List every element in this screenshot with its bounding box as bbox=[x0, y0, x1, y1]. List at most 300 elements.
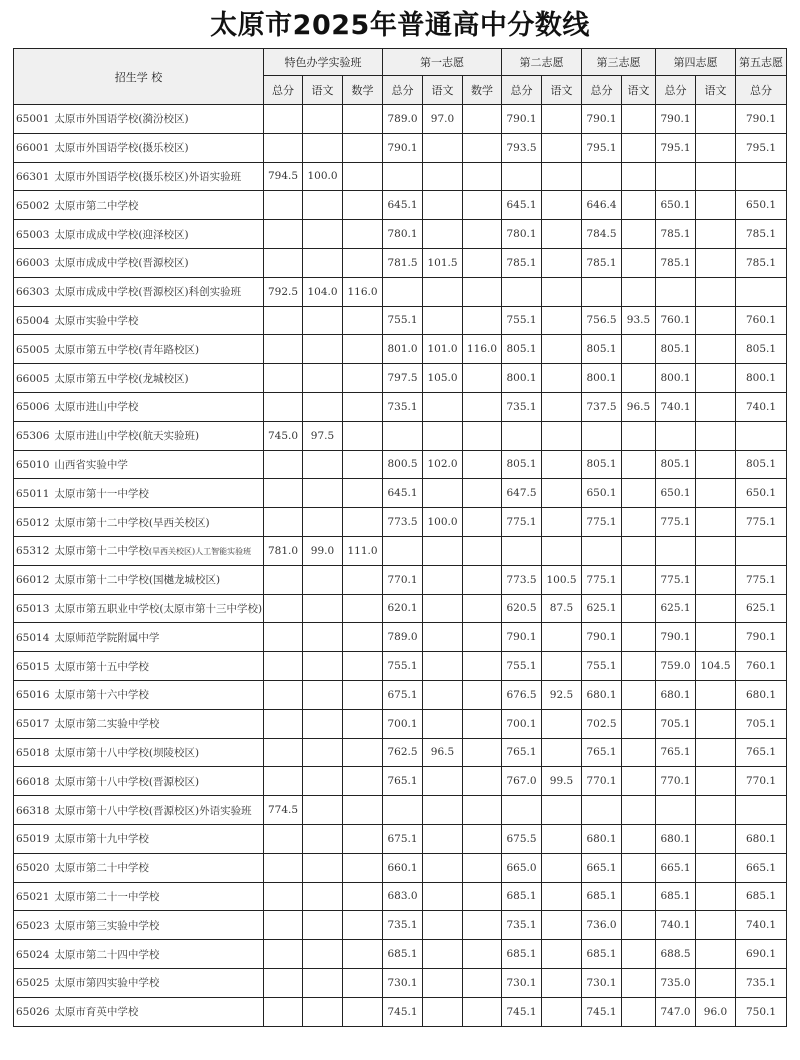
score-cell: 99.0 bbox=[303, 536, 343, 565]
school-name: 太原市实验中学校 bbox=[54, 314, 139, 327]
score-cell bbox=[696, 968, 736, 997]
score-cell bbox=[463, 105, 502, 134]
score-cell: 785.1 bbox=[502, 248, 542, 277]
score-cell bbox=[736, 536, 787, 565]
score-cell: 800.1 bbox=[502, 364, 542, 393]
table-row bbox=[14, 277, 787, 306]
score-cell: 735.1 bbox=[383, 392, 423, 421]
school-code: 66018 bbox=[16, 775, 50, 788]
score-cell bbox=[383, 796, 423, 825]
score-cell bbox=[542, 968, 582, 997]
score-cell: 665.1 bbox=[656, 853, 696, 882]
school-name: 太原市第五中学校(龙城校区) bbox=[54, 372, 189, 385]
table-row bbox=[14, 162, 787, 191]
score-cell: 740.1 bbox=[656, 911, 696, 940]
score-cell: 775.1 bbox=[736, 508, 787, 537]
score-cell: 785.1 bbox=[582, 248, 622, 277]
school-code: 65026 bbox=[16, 1006, 50, 1019]
score-cell: 767.0 bbox=[502, 767, 542, 796]
score-cell: 800.5 bbox=[383, 450, 423, 479]
score-cell: 702.5 bbox=[582, 709, 622, 738]
score-cell: 665.1 bbox=[582, 853, 622, 882]
score-cell bbox=[303, 248, 343, 277]
score-cell bbox=[343, 824, 383, 853]
score-cell bbox=[542, 652, 582, 681]
score-cell bbox=[502, 277, 542, 306]
score-cell bbox=[622, 594, 656, 623]
score-cell: 760.1 bbox=[656, 306, 696, 335]
score-cell: 805.1 bbox=[502, 335, 542, 364]
score-cell: 735.1 bbox=[502, 392, 542, 421]
group-header-special: 特色办学实验班 bbox=[264, 49, 383, 76]
score-cell bbox=[423, 767, 463, 796]
score-cell bbox=[463, 940, 502, 969]
score-cell bbox=[622, 479, 656, 508]
score-cell bbox=[303, 191, 343, 220]
score-cell: 660.1 bbox=[383, 853, 423, 882]
score-cell bbox=[463, 450, 502, 479]
score-cell: 785.1 bbox=[656, 248, 696, 277]
score-cell bbox=[696, 796, 736, 825]
score-cell: 685.1 bbox=[383, 940, 423, 969]
score-cell bbox=[542, 191, 582, 220]
score-cell: 747.0 bbox=[656, 997, 696, 1026]
school-name: 太原市外国语学校(摄乐校区) bbox=[54, 142, 189, 155]
school-code: 65004 bbox=[16, 314, 50, 327]
group-header-choice-5: 第五志愿 bbox=[736, 49, 787, 76]
score-cell: 790.1 bbox=[582, 623, 622, 652]
score-cell: 773.5 bbox=[383, 508, 423, 537]
school-code: 65006 bbox=[16, 401, 50, 414]
score-cell bbox=[383, 536, 423, 565]
score-cell bbox=[463, 680, 502, 709]
score-cell: 680.1 bbox=[656, 680, 696, 709]
score-cell: 680.1 bbox=[582, 824, 622, 853]
subcol-header: 语文 bbox=[542, 76, 582, 105]
table-row bbox=[14, 421, 787, 450]
school-name: 太原市第四实验中学校 bbox=[54, 977, 160, 990]
school-cell bbox=[14, 133, 264, 162]
score-cell: 740.1 bbox=[736, 392, 787, 421]
score-cell bbox=[264, 968, 303, 997]
score-cell: 676.5 bbox=[502, 680, 542, 709]
school-cell bbox=[14, 306, 264, 335]
score-cell bbox=[264, 652, 303, 681]
score-cell bbox=[463, 392, 502, 421]
score-cell: 647.5 bbox=[502, 479, 542, 508]
score-cell: 736.0 bbox=[582, 911, 622, 940]
score-cell bbox=[622, 105, 656, 134]
score-cell bbox=[463, 968, 502, 997]
score-cell bbox=[542, 997, 582, 1026]
score-cell bbox=[696, 911, 736, 940]
score-cell: 790.1 bbox=[656, 623, 696, 652]
score-cell: 770.1 bbox=[656, 767, 696, 796]
score-cell: 770.1 bbox=[736, 767, 787, 796]
score-cell bbox=[463, 421, 502, 450]
score-cell bbox=[303, 911, 343, 940]
score-cell bbox=[622, 335, 656, 364]
score-cell bbox=[696, 594, 736, 623]
subcol-header: 总分 bbox=[502, 76, 542, 105]
score-cell bbox=[343, 652, 383, 681]
score-cell: 790.1 bbox=[502, 105, 542, 134]
score-cell bbox=[264, 479, 303, 508]
score-cell: 800.1 bbox=[656, 364, 696, 393]
score-cell bbox=[542, 248, 582, 277]
score-cell bbox=[622, 162, 656, 191]
score-cell: 101.5 bbox=[423, 248, 463, 277]
school-column-header: 招生学 校 bbox=[14, 49, 264, 105]
score-cell: 773.5 bbox=[502, 565, 542, 594]
score-cell bbox=[542, 479, 582, 508]
score-cell: 797.5 bbox=[383, 364, 423, 393]
score-cell: 735.1 bbox=[502, 911, 542, 940]
score-cell: 805.1 bbox=[502, 450, 542, 479]
score-cell: 794.5 bbox=[264, 162, 303, 191]
school-name: 太原市第十六中学校 bbox=[54, 689, 149, 702]
score-cell bbox=[622, 738, 656, 767]
score-cell: 93.5 bbox=[622, 306, 656, 335]
score-cell bbox=[622, 277, 656, 306]
table-row bbox=[14, 853, 787, 882]
table-body bbox=[14, 105, 787, 1027]
score-cell: 650.1 bbox=[656, 479, 696, 508]
school-name: 太原市第十二中学校(国樾龙城校区) bbox=[54, 574, 221, 587]
score-cell bbox=[343, 796, 383, 825]
score-cell: 102.0 bbox=[423, 450, 463, 479]
score-cell bbox=[696, 940, 736, 969]
score-cell bbox=[502, 162, 542, 191]
school-code: 65002 bbox=[16, 199, 50, 212]
score-cell bbox=[303, 709, 343, 738]
score-cell: 650.1 bbox=[736, 479, 787, 508]
score-cell bbox=[343, 450, 383, 479]
subcol-header: 语文 bbox=[423, 76, 463, 105]
school-cell bbox=[14, 335, 264, 364]
score-cell: 111.0 bbox=[343, 536, 383, 565]
score-cell bbox=[542, 709, 582, 738]
score-cell: 765.1 bbox=[502, 738, 542, 767]
score-cell: 116.0 bbox=[343, 277, 383, 306]
school-name: 太原市第二十四中学校 bbox=[54, 948, 160, 961]
score-cell: 785.1 bbox=[736, 220, 787, 249]
score-cell bbox=[463, 997, 502, 1026]
score-cell: 760.1 bbox=[736, 652, 787, 681]
score-cell bbox=[264, 364, 303, 393]
score-cell: 735.0 bbox=[656, 968, 696, 997]
score-cell: 740.1 bbox=[736, 911, 787, 940]
score-cell bbox=[303, 853, 343, 882]
score-cell: 745.0 bbox=[264, 421, 303, 450]
school-cell bbox=[14, 968, 264, 997]
score-cell: 645.1 bbox=[383, 191, 423, 220]
score-cell bbox=[264, 738, 303, 767]
score-cell: 625.1 bbox=[736, 594, 787, 623]
school-code: 66001 bbox=[16, 142, 50, 155]
score-cell: 104.5 bbox=[696, 652, 736, 681]
score-cell bbox=[696, 392, 736, 421]
school-code: 66003 bbox=[16, 257, 50, 270]
score-cell bbox=[582, 277, 622, 306]
score-cell bbox=[542, 882, 582, 911]
score-cell: 685.1 bbox=[582, 882, 622, 911]
score-cell: 680.1 bbox=[656, 824, 696, 853]
school-name: 太原市第十一中学校 bbox=[54, 487, 149, 500]
score-table bbox=[13, 48, 787, 1027]
school-code: 65010 bbox=[16, 458, 50, 471]
score-cell bbox=[463, 824, 502, 853]
score-cell: 765.1 bbox=[383, 767, 423, 796]
score-cell: 675.1 bbox=[383, 680, 423, 709]
score-cell: 96.5 bbox=[423, 738, 463, 767]
table-row bbox=[14, 652, 787, 681]
school-cell bbox=[14, 220, 264, 249]
school-code: 66012 bbox=[16, 574, 50, 587]
table-row bbox=[14, 623, 787, 652]
score-cell: 685.1 bbox=[502, 940, 542, 969]
subcol-header: 语文 bbox=[303, 76, 343, 105]
score-cell bbox=[696, 105, 736, 134]
table-row bbox=[14, 680, 787, 709]
score-cell bbox=[622, 796, 656, 825]
table-row bbox=[14, 220, 787, 249]
score-cell bbox=[463, 623, 502, 652]
school-code: 65017 bbox=[16, 718, 50, 731]
school-code: 65015 bbox=[16, 660, 50, 673]
score-cell bbox=[303, 450, 343, 479]
score-cell: 680.1 bbox=[736, 824, 787, 853]
score-cell bbox=[542, 508, 582, 537]
score-cell bbox=[696, 824, 736, 853]
score-cell: 805.1 bbox=[736, 335, 787, 364]
score-cell bbox=[622, 450, 656, 479]
school-cell bbox=[14, 594, 264, 623]
table-row bbox=[14, 105, 787, 134]
page-title: 太原市2025年普通高中分数线 bbox=[210, 10, 590, 41]
score-cell bbox=[463, 536, 502, 565]
score-cell: 789.0 bbox=[383, 105, 423, 134]
score-cell bbox=[264, 392, 303, 421]
school-cell bbox=[14, 796, 264, 825]
table-row bbox=[14, 767, 787, 796]
score-cell: 96.0 bbox=[696, 997, 736, 1026]
score-cell bbox=[542, 277, 582, 306]
score-cell bbox=[264, 824, 303, 853]
school-cell bbox=[14, 277, 264, 306]
score-cell: 770.1 bbox=[582, 767, 622, 796]
score-cell bbox=[502, 421, 542, 450]
score-cell bbox=[264, 853, 303, 882]
table-row bbox=[14, 968, 787, 997]
score-cell: 645.1 bbox=[502, 191, 542, 220]
score-cell: 785.1 bbox=[736, 248, 787, 277]
score-cell bbox=[582, 162, 622, 191]
score-cell bbox=[343, 220, 383, 249]
score-cell bbox=[622, 623, 656, 652]
score-cell bbox=[264, 508, 303, 537]
subcol-header: 总分 bbox=[383, 76, 423, 105]
score-cell bbox=[423, 392, 463, 421]
score-cell: 775.1 bbox=[582, 508, 622, 537]
score-cell bbox=[622, 853, 656, 882]
score-cell bbox=[343, 767, 383, 796]
score-cell bbox=[622, 824, 656, 853]
score-cell bbox=[542, 940, 582, 969]
table-row bbox=[14, 594, 787, 623]
score-cell bbox=[423, 882, 463, 911]
score-cell bbox=[463, 882, 502, 911]
school-cell bbox=[14, 248, 264, 277]
score-cell bbox=[423, 421, 463, 450]
score-cell bbox=[423, 594, 463, 623]
school-cell bbox=[14, 105, 264, 134]
score-cell bbox=[542, 536, 582, 565]
score-cell bbox=[542, 105, 582, 134]
score-cell bbox=[264, 565, 303, 594]
score-cell bbox=[622, 940, 656, 969]
score-cell bbox=[423, 997, 463, 1026]
score-cell: 790.1 bbox=[502, 623, 542, 652]
score-cell bbox=[622, 248, 656, 277]
score-cell bbox=[696, 162, 736, 191]
score-cell: 92.5 bbox=[542, 680, 582, 709]
score-cell bbox=[696, 565, 736, 594]
school-code: 66318 bbox=[16, 804, 50, 817]
school-cell bbox=[14, 364, 264, 393]
score-cell bbox=[542, 911, 582, 940]
table-row bbox=[14, 392, 787, 421]
score-cell: 730.1 bbox=[582, 968, 622, 997]
score-cell: 700.1 bbox=[383, 709, 423, 738]
school-code: 65013 bbox=[16, 602, 50, 615]
score-cell bbox=[696, 680, 736, 709]
table-row bbox=[14, 335, 787, 364]
score-cell bbox=[463, 220, 502, 249]
score-cell bbox=[463, 796, 502, 825]
score-cell: 87.5 bbox=[542, 594, 582, 623]
score-cell bbox=[463, 738, 502, 767]
score-cell bbox=[696, 767, 736, 796]
school-name: 太原市第十九中学校 bbox=[54, 833, 149, 846]
score-cell: 101.0 bbox=[423, 335, 463, 364]
score-cell bbox=[343, 162, 383, 191]
school-cell bbox=[14, 680, 264, 709]
score-cell bbox=[463, 709, 502, 738]
score-cell bbox=[696, 853, 736, 882]
table-row bbox=[14, 911, 787, 940]
school-cell bbox=[14, 709, 264, 738]
subcol-header: 总分 bbox=[736, 76, 787, 105]
score-cell bbox=[343, 709, 383, 738]
score-cell bbox=[656, 421, 696, 450]
school-name: 太原市成成中学校(晋源校区) bbox=[54, 257, 189, 270]
score-cell bbox=[696, 364, 736, 393]
school-cell bbox=[14, 652, 264, 681]
score-cell bbox=[542, 162, 582, 191]
score-cell bbox=[303, 767, 343, 796]
score-cell bbox=[264, 882, 303, 911]
school-cell bbox=[14, 392, 264, 421]
score-cell bbox=[303, 738, 343, 767]
score-cell bbox=[303, 968, 343, 997]
score-cell bbox=[423, 536, 463, 565]
score-cell bbox=[622, 911, 656, 940]
school-name: 太原市第三实验中学校 bbox=[54, 919, 160, 932]
score-cell: 685.1 bbox=[582, 940, 622, 969]
score-cell bbox=[696, 421, 736, 450]
score-cell bbox=[303, 105, 343, 134]
score-cell bbox=[423, 911, 463, 940]
score-cell bbox=[264, 680, 303, 709]
score-cell bbox=[696, 479, 736, 508]
score-cell bbox=[622, 364, 656, 393]
score-cell bbox=[463, 853, 502, 882]
table-row bbox=[14, 364, 787, 393]
school-code: 65012 bbox=[16, 516, 50, 529]
school-name: 太原市第二实验中学校 bbox=[54, 718, 160, 731]
score-cell bbox=[696, 536, 736, 565]
score-cell: 774.5 bbox=[264, 796, 303, 825]
score-cell bbox=[264, 911, 303, 940]
score-cell bbox=[383, 277, 423, 306]
score-cell bbox=[264, 623, 303, 652]
score-cell: 646.4 bbox=[582, 191, 622, 220]
group-header-choice-2: 第二志愿 bbox=[502, 49, 582, 76]
score-cell bbox=[264, 133, 303, 162]
score-cell bbox=[343, 191, 383, 220]
score-cell: 795.1 bbox=[736, 133, 787, 162]
score-cell: 745.1 bbox=[502, 997, 542, 1026]
school-cell bbox=[14, 162, 264, 191]
score-cell bbox=[736, 796, 787, 825]
score-cell bbox=[622, 968, 656, 997]
group-header-choice-4: 第四志愿 bbox=[656, 49, 736, 76]
school-name: 太原市第二中学校 bbox=[54, 199, 139, 212]
score-cell bbox=[542, 392, 582, 421]
table-row bbox=[14, 536, 787, 565]
score-cell bbox=[343, 594, 383, 623]
score-cell: 755.1 bbox=[383, 306, 423, 335]
score-cell: 116.0 bbox=[463, 335, 502, 364]
score-cell bbox=[622, 997, 656, 1026]
school-name: 太原市第十八中学校(晋源校区)外语实验班 bbox=[54, 804, 252, 817]
score-cell bbox=[622, 508, 656, 537]
score-cell bbox=[423, 652, 463, 681]
score-cell: 685.1 bbox=[736, 882, 787, 911]
subcol-header: 总分 bbox=[656, 76, 696, 105]
group-header-choice-1: 第一志愿 bbox=[383, 49, 502, 76]
score-cell: 105.0 bbox=[423, 364, 463, 393]
score-cell: 805.1 bbox=[656, 450, 696, 479]
score-cell bbox=[343, 364, 383, 393]
school-cell bbox=[14, 882, 264, 911]
score-cell: 99.5 bbox=[542, 767, 582, 796]
score-cell bbox=[542, 853, 582, 882]
school-code: 65001 bbox=[16, 113, 50, 126]
table-row bbox=[14, 796, 787, 825]
score-cell bbox=[696, 882, 736, 911]
score-cell: 805.1 bbox=[582, 450, 622, 479]
score-cell: 780.1 bbox=[383, 220, 423, 249]
school-name: 太原市第十二中学校(旱西关校区) bbox=[54, 516, 210, 529]
school-cell bbox=[14, 565, 264, 594]
score-cell: 790.1 bbox=[736, 105, 787, 134]
school-cell bbox=[14, 421, 264, 450]
school-cell bbox=[14, 508, 264, 537]
score-cell bbox=[463, 248, 502, 277]
score-cell bbox=[736, 162, 787, 191]
